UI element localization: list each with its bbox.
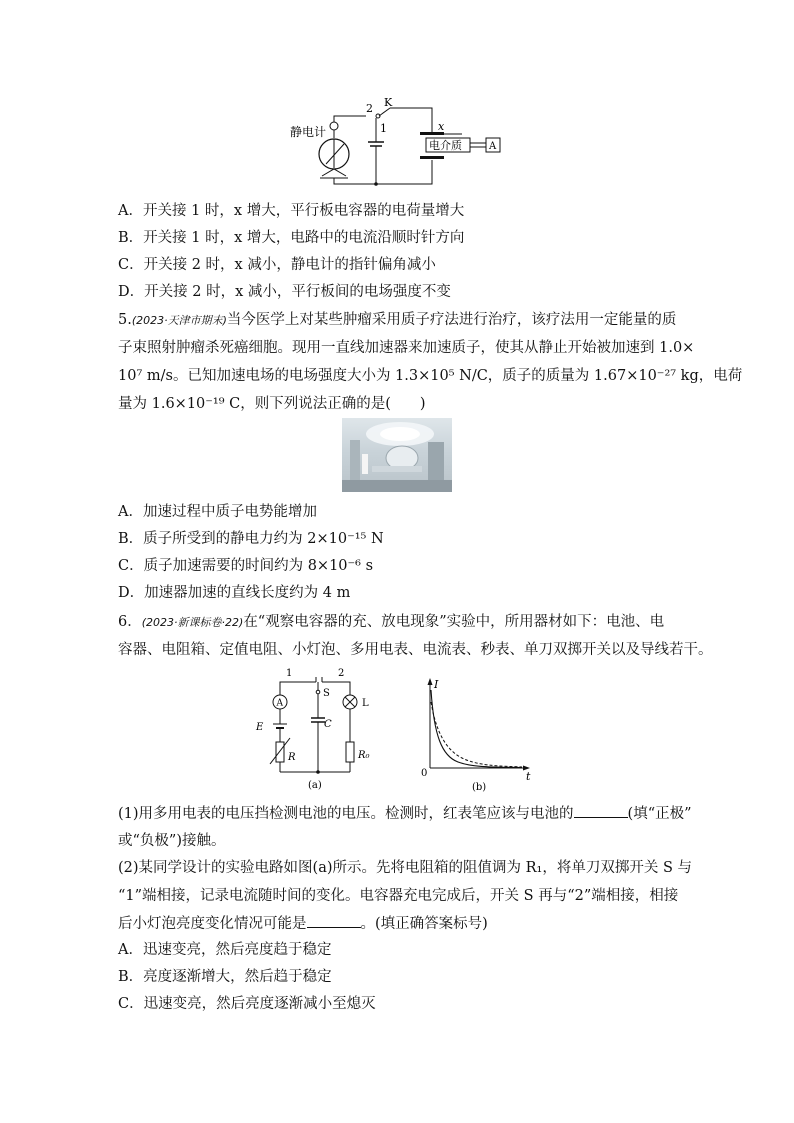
q6-part1-line1	[118, 803, 692, 824]
q5-stem-line3: 10⁷ m/s。已知加速电场的电场强度大小为 1.3×10⁵ N/C，质子的质量为 1.67×10⁻²⁷ kg，电荷	[118, 368, 743, 384]
fig-a-battery: E	[256, 722, 264, 733]
q6-part2-line2: “1”端相接，记录电流随时间的变化。电容器充电完成后，开关 S 再与“2”端相接，相接	[118, 888, 679, 904]
q6-part2-text: 后小灯泡亮度变化情况可能是	[118, 916, 307, 932]
answer-blank-2[interactable]	[307, 913, 361, 928]
q6-number: 6．	[118, 614, 142, 630]
q5-stem-line2: 子束照射肿瘤杀死癌细胞。现用一直线加速器来加速质子，使其从静止开始被加速到 1.0×	[118, 340, 695, 356]
fig-a-pos2: 2	[338, 668, 345, 679]
x-label: x	[438, 120, 445, 133]
q5-option-b: B．质子所受到的静电力约为 2×10⁻¹⁵ N	[118, 531, 384, 547]
q5-number: 5.	[118, 312, 132, 328]
fig-b-y-label: I	[434, 678, 439, 691]
q6-part1-text: (1)用多用电表的电压挡检测电池的电压。检测时，红表笔应该与电池的	[118, 806, 574, 822]
fig-a-pos1: 1	[286, 668, 293, 679]
switch-pos2-label: 2	[366, 102, 373, 115]
dielectric-label: 电介质	[429, 139, 462, 152]
q5-option-a: A．加速过程中质子电势能增加	[118, 504, 317, 520]
fig-a-switch: S	[323, 688, 330, 699]
q4-option-d: D．开关接 2 时，x 减小，平行板间的电场强度不变	[118, 284, 451, 300]
q6-part1-line2: 或“负极”)接触。	[118, 833, 226, 849]
q4-option-b: B．开关接 1 时，x 增大，电路中的电流沿顺时针方向	[118, 230, 465, 246]
q6-part2-hint: 。(填正确答案标号)	[360, 916, 488, 932]
q6-part1-hint: (填“正极”	[627, 806, 692, 822]
q4-option-c: C．开关接 2 时，x 减小，静电计的指针偏角减小	[118, 257, 436, 273]
q6-text-1: 在“观察电容器的充、放电现象”实验中，所用器材如下：电池、电	[243, 614, 665, 630]
proton-therapy-photo	[342, 418, 452, 492]
q5-option-d: D．加速器加速的直线长度约为 4 m	[118, 585, 351, 601]
fig-b-origin: 0	[421, 768, 428, 779]
fig-a-ammeter: A	[276, 698, 283, 709]
fig-b-caption: (b)	[472, 782, 487, 793]
q5-source: (2023·天津市期末)	[131, 314, 227, 327]
q6-part2-line3	[118, 913, 488, 934]
fig-a-capacitor: C	[324, 719, 332, 730]
q6-source: (2023·新课标卷·22)	[141, 616, 244, 629]
q5-stem-line1	[118, 310, 676, 331]
fig-b-x-label: t	[526, 770, 531, 783]
switch-k-label: K	[384, 98, 393, 109]
q6-part2-line1: (2)某同学设计的实验电路如图(a)所示。先将电阻箱的阻值调为 R₁，将单刀双掷开关 S 与	[118, 860, 692, 876]
capacitor-electroscope-diagram	[286, 98, 506, 190]
q5-text-1: 当今医学上对某些肿瘤采用质子疗法进行治疗，该疗法用一定能量的质	[226, 312, 677, 328]
fig-a-r0: R₀	[358, 750, 370, 761]
switch-pos1-label: 1	[380, 122, 387, 135]
circuit-diagram-a	[248, 664, 398, 794]
current-time-graph-b	[418, 676, 538, 794]
q5-stem-line4: 量为 1.6×10⁻¹⁹ C，则下列说法正确的是( )	[118, 396, 426, 412]
q6-option-b: B．亮度逐渐增大，然后趋于稳定	[118, 969, 332, 985]
fig-a-lamp: L	[362, 698, 369, 709]
q6-stem-line1	[118, 612, 664, 633]
galvanometer-label: 静电计	[290, 125, 327, 139]
q4-option-a: A．开关接 1 时，x 增大，平行板电容器的电荷量增大	[118, 203, 465, 219]
q6-option-a: A．迅速变亮，然后亮度趋于稳定	[118, 942, 332, 958]
q5-option-c: C．质子加速需要的时间约为 8×10⁻⁶ s	[118, 558, 374, 574]
q6-stem-line2: 容器、电阻箱、定值电阻、小灯泡、多用电表、电流表、秒表、单刀双掷开关以及导线若干。	[118, 642, 713, 658]
fig-a-resistor: R	[288, 752, 296, 763]
fig-a-caption: (a)	[308, 780, 322, 791]
answer-blank-1[interactable]	[574, 803, 628, 818]
q6-option-c: C．迅速变亮，然后亮度逐渐减小至熄灭	[118, 996, 376, 1012]
box-a-label: A	[489, 141, 497, 152]
